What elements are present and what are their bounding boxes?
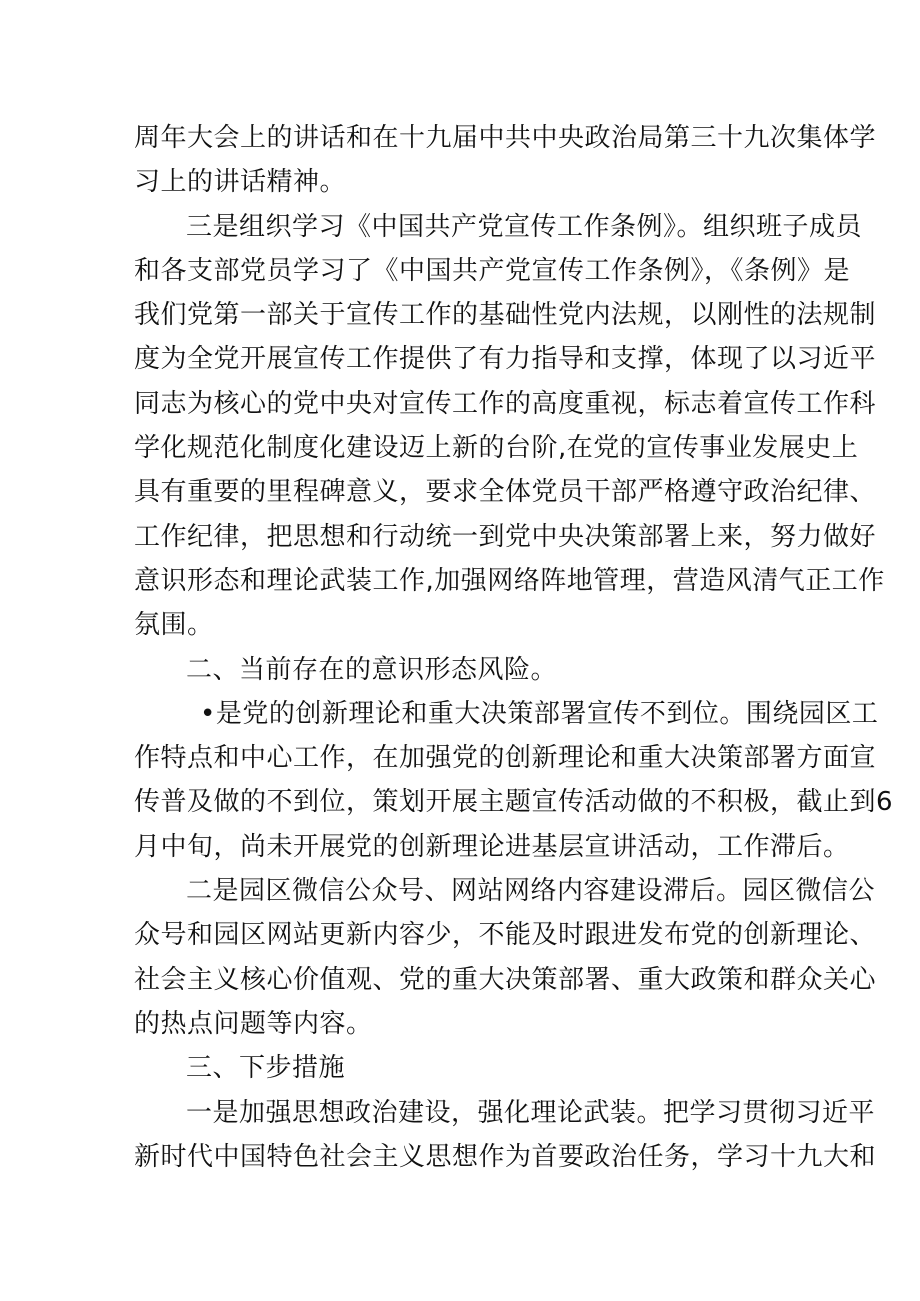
text-line: 习上的讲话精神。 [134, 167, 347, 198]
text-line: 社会主义核心价值观、党的重大决策部署、重大政策和群众关心 [134, 964, 877, 995]
text-line: 学化规范化制度化建设迈上新的台阶,在党的宣传事业发展史上 [134, 433, 859, 464]
text-line: 我们党第一部关于宣传工作的基础性党内法规，以刚性的法规制 [134, 300, 877, 331]
paragraph-start-line: 二是园区微信公众号、网站网络内容建设滞后。园区微信公 [186, 876, 876, 907]
text-line: 工作纪律，把思想和行动统一到党中央决策部署上来，努力做好 [134, 521, 877, 552]
text-line: 新时代中国特色社会主义思想作为首要政治任务，学习十九大和 [134, 1141, 877, 1172]
text-line: 具有重要的里程碑意义，要求全体党员干部严格遵守政治纪律、 [134, 477, 877, 508]
paragraph-start-line: 三是组织学习《中国共产党宣传工作条例》。组织班子成员 [186, 211, 863, 242]
text-line: 氛围。 [134, 610, 214, 641]
text-line: 和各支部党员学习了《中国共产党宣传工作条例》，《条例》是 [134, 255, 851, 286]
text-line: 同志为核心的党中央对宣传工作的高度重视，标志着宣传工作科 [134, 388, 877, 419]
text-line: 众号和园区网站更新内容少，不能及时跟进发布党的创新理论、 [134, 920, 877, 951]
text-line: 传普及做的不到位，策划开展主题宣传活动做的不积极，截止到6 [134, 787, 894, 818]
bullet-paragraph-start-line: •是党的创新理论和重大决策部署宣传不到位。围绕园区工 [200, 698, 879, 729]
text-line: 作特点和中心工作，在加强党的创新理论和重大决策部署方面宣 [134, 743, 877, 774]
section-heading: 二、当前存在的意识形态风险。 [186, 654, 558, 685]
text-line: 月中旬，尚未开展党的创新理论进基层宣讲活动，工作滞后。 [134, 831, 850, 862]
document-body [134, 116, 894, 1179]
section-heading: 三、下步措施 [186, 1053, 346, 1084]
text-line: 意识形态和理论武装工作,加强网络阵地管理，营造风清气正工作 [134, 565, 885, 596]
paragraph-start-line: 一是加强思想政治建设，强化理论武装。把学习贯彻习近平 [186, 1097, 876, 1128]
text-line: 度为全党开展宣传工作提供了有力指导和支撑，体现了以习近平 [134, 344, 877, 375]
text-line: 的热点问题等内容。 [134, 1008, 373, 1039]
text-line: 周年大会上的讲话和在十九届中共中央政治局第三十九次集体学 [134, 123, 877, 153]
